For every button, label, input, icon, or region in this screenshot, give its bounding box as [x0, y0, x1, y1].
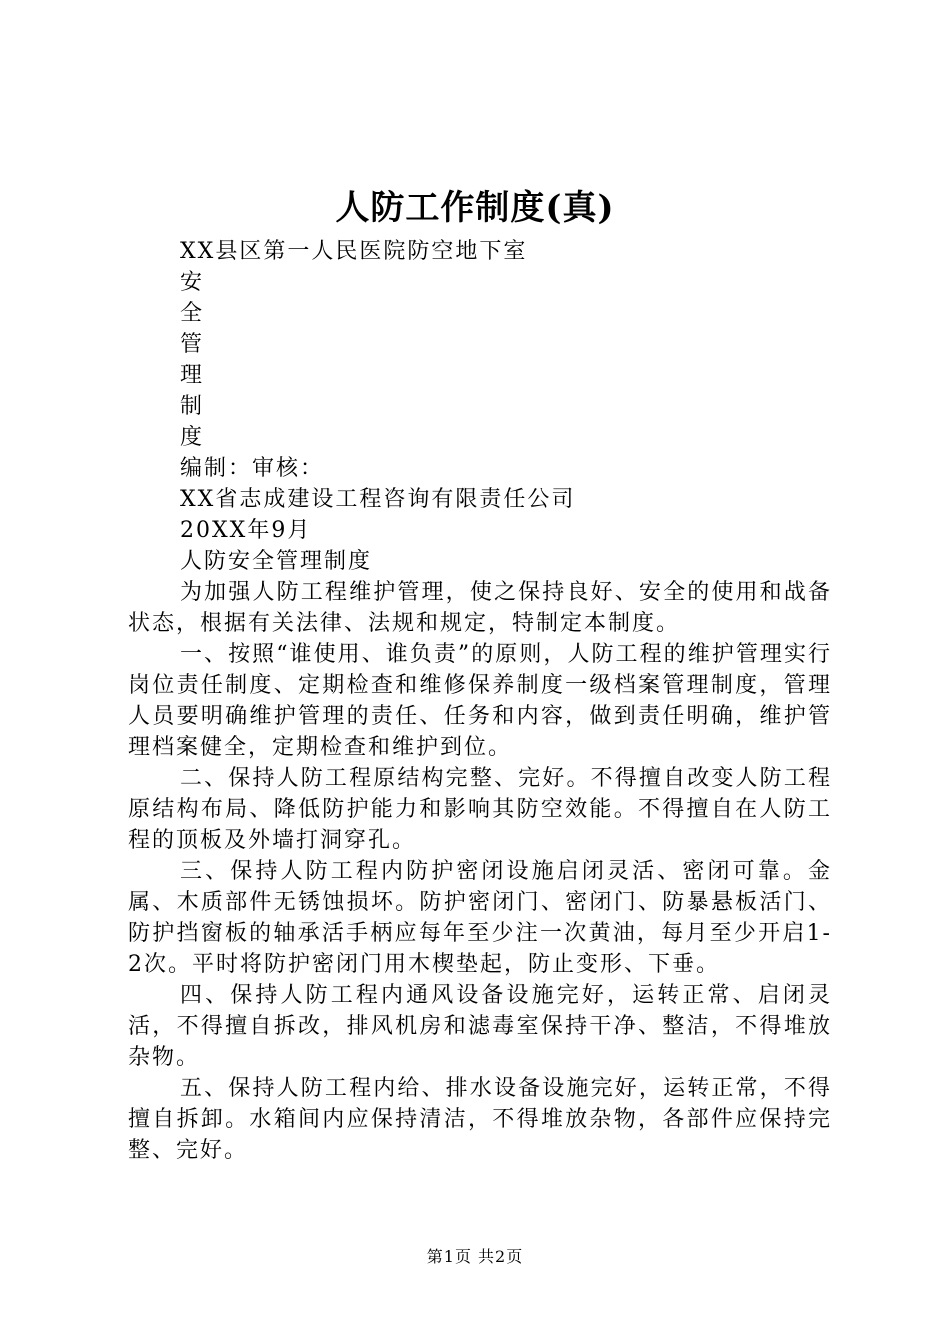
section-heading: 人防安全管理制度: [180, 549, 373, 574]
document-title: 人防工作制度(真): [335, 188, 615, 228]
document-date: 20XX年9月: [180, 518, 312, 543]
paragraph-rule-2: 二、保持人防工程原结构完整、完好。不得擅自改变人防工程原结构布局、降低防护能力和影响其防空效能。不得擅自在人防工程的顶板及外墙打洞穿孔。: [128, 766, 832, 853]
org-line: XX县区第一人民医院防空地下室: [180, 239, 528, 264]
vertical-title-char: 全: [180, 301, 205, 326]
paragraph-rule-3: 三、保持人防工程内防护密闭设施启闭灵活、密闭可靠。金属、木质部件无锈蚀损坏。防护密闭门、密闭门、防暴悬板活门、防护挡窗板的轴承活手柄应每年至少注一次黄油，每月至少开启1-2次。平时将防护密闭门用木楔垫起，防止变形、下垂。: [128, 859, 832, 977]
company-name: XX省志成建设工程咨询有限责任公司: [180, 487, 576, 512]
paragraph-rule-5: 五、保持人防工程内给、排水设备设施完好，运转正常，不得擅自拆卸。水箱间内应保持清洁，不得堆放杂物，各部件应保持完整、完好。: [128, 1076, 832, 1163]
document-body: [128, 236, 832, 1166]
signature-line: 编制：审核：: [180, 456, 325, 481]
page-footer: 第1页 共2页: [426, 1247, 524, 1266]
vertical-title-char: 度: [180, 425, 205, 450]
paragraph-intro: 为加强人防工程维护管理，使之保持良好、安全的使用和战备状态，根据有关法律、法规和规定，特制定本制度。: [128, 580, 832, 636]
paragraph-rule-4: 四、保持人防工程内通风设备设施完好，运转正常、启闭灵活，不得擅自拆改，排风机房和滤毒室保持干净、整洁，不得堆放杂物。: [128, 983, 832, 1070]
vertical-title-char: 制: [180, 394, 205, 419]
paragraph-rule-1: 一、按照“谁使用、谁负责”的原则，人防工程的维护管理实行岗位责任制度、定期检查和维修保养制度一级档案管理制度，管理人员要明确维护管理的责任、任务和内容，做到责任明确，维护管理档案健全，定期检查和维护到位。: [128, 642, 832, 760]
vertical-title-char: 管: [180, 332, 205, 357]
vertical-title-char: 安: [180, 270, 205, 295]
vertical-title-char: 理: [180, 363, 205, 388]
